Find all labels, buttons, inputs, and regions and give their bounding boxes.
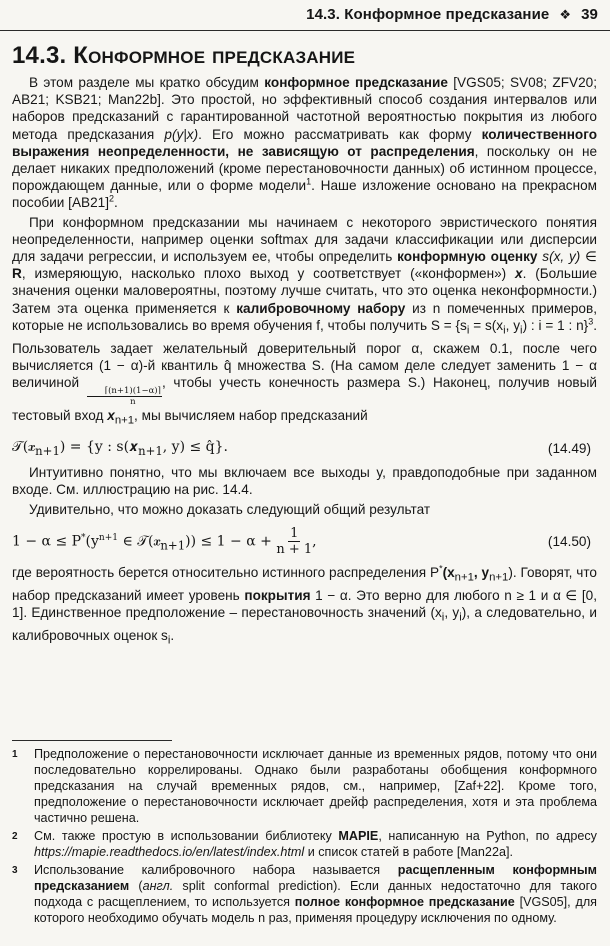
fraction-denominator: n + 1 bbox=[276, 542, 313, 558]
term-full-conformal: полное конформное предсказание bbox=[294, 895, 515, 909]
footnote-text: Предположение о перестановочности исключает данные из временных рядов, потому что они последовательно коррелированы. Однако были разработаны обобщения конформного предсказания на случай временных рядов, см., например, [Zaf+22]. Кроме того, предположение о перестановочности исключает дрейф распределения, хотя и эта проблема частично решена. bbox=[34, 747, 597, 825]
math-reals: R bbox=[12, 266, 22, 282]
eq-part: 𝒯(𝒙 bbox=[12, 438, 36, 455]
math-sub: i bbox=[520, 324, 523, 337]
math-sub: i bbox=[503, 324, 506, 337]
footnote-3 bbox=[12, 862, 597, 926]
eq-sub: n+1 bbox=[35, 443, 60, 458]
running-head bbox=[306, 6, 598, 23]
fraction-denominator: n bbox=[130, 397, 136, 408]
text-run: . Наше изложение основано на прекрасном пособии [AB21] bbox=[12, 178, 597, 211]
text-run: 1 − α. Это верно для любого n ≥ 1 и α ∈ [0, 1]. Единственное предположение – перестановочность значений (x bbox=[12, 587, 598, 620]
text-run: В этом разделе мы кратко обсудим bbox=[29, 75, 265, 90]
footnote-text bbox=[34, 862, 597, 926]
math-inline: x bbox=[107, 408, 115, 424]
text-run: . Его можно рассматривать как форму bbox=[198, 126, 482, 142]
equation-body bbox=[12, 439, 228, 460]
footnote-ref[interactable]: 3 bbox=[588, 316, 594, 327]
quantile-fraction bbox=[87, 386, 162, 407]
eq-sup: * bbox=[81, 533, 86, 544]
equation-14-50 bbox=[12, 520, 597, 564]
equation-14-49 bbox=[12, 434, 597, 464]
text-run: ) : i = 1 : n} bbox=[522, 317, 589, 333]
eq-part: ∈ 𝒯(𝒙 bbox=[118, 533, 161, 550]
term-split-conformal: расщепленным конформным предсказанием bbox=[34, 863, 597, 893]
text-run: = s(x bbox=[469, 317, 504, 333]
fraction-numerator: ⌈(n+1)(1−α)⌉ bbox=[87, 386, 162, 397]
math-inline: s(x, y) ∈ bbox=[537, 249, 597, 265]
math-sub: i bbox=[466, 324, 470, 337]
eq-part: )) ≤ 1 − α + bbox=[185, 533, 277, 550]
eq-part: ) = {y : s(𝒙 bbox=[59, 438, 139, 455]
paragraph-2 bbox=[12, 214, 597, 430]
text-run: split conformal prediction). Если данных недостаточно для такого подхода с расщеплением, то используется bbox=[34, 879, 597, 909]
term-conformal-score: конформную оценку bbox=[397, 249, 538, 265]
text-run: , мы вычисляем набор предсказаний bbox=[134, 408, 368, 424]
text-run: При конформном предсказании мы начинаем с некоторого эвристического понятия неопределенности, например оценки softmax для задачи классификации или дисперсии для задачи регрессии, и используем ее, чтобы определить bbox=[12, 214, 597, 265]
text-run: (x bbox=[442, 564, 455, 580]
equation-number: (14.49) bbox=[547, 441, 591, 457]
text-run: , чтобы учесть конечность размера S.) Наконец, получив новый тестовый вход bbox=[12, 375, 597, 424]
footnote-ref[interactable]: 1 bbox=[306, 176, 312, 187]
paragraph-5 bbox=[12, 564, 597, 650]
math-sub: i bbox=[459, 611, 462, 624]
footnote-rule bbox=[12, 740, 172, 741]
text-run: англ. bbox=[142, 879, 174, 893]
footnote-ref[interactable]: 2 bbox=[109, 193, 115, 204]
text-run: . bbox=[170, 627, 175, 643]
term-coverage: покрытия bbox=[244, 587, 311, 603]
footnote-1 bbox=[12, 746, 597, 826]
text-run: ), а следовательно, и калибровочных оценок s bbox=[12, 604, 597, 643]
text-run: , y bbox=[473, 564, 490, 580]
text-run: [VGS05], для которого необходимо обучать модель n раз, применяя процедуру исключения по одному. bbox=[34, 895, 597, 925]
text-run: ( bbox=[129, 879, 143, 893]
text-run: [VGS05; SV08; ZFV20; AB21; KSB21; Man22b]. Это простой, но эффективный способ создания интервалов или наборов предсказаний с гарантированной частотной вероятностью покрытия из любого метода предсказания bbox=[12, 75, 597, 142]
math-sub: n+1 bbox=[114, 414, 135, 427]
text-run: из n помеченных примеров, которые не использовались во время обучения f, чтобы получить S = {s bbox=[12, 300, 597, 333]
term-uncertainty-quantification: количественного выражения неопределенности, не зависящую от распределения bbox=[12, 126, 597, 159]
eq-sub: n+1 bbox=[138, 443, 163, 458]
text-run: . Пользователь задает желательный доверительный порог α, скажем 0.1, после чего вычисляется (1 − α)-й квантиль q̂ множества S. (На самом деле следует заменить 1 − α величиной bbox=[12, 317, 597, 391]
section-title-text: Конформное предсказание bbox=[73, 42, 356, 69]
math-sub: n+1 bbox=[489, 571, 509, 584]
paragraph-3: Интуитивно понятно, что мы включаем все выходы y, правдоподобные при заданном входе. См. иллюстрацию на рис. 14.4. bbox=[12, 465, 597, 498]
text-run: где вероятность берется относительно истинного распределения P bbox=[12, 564, 440, 580]
section-title bbox=[12, 42, 355, 70]
text-run: . (Большие значения оценки маловероятны, поэтому лучше считать, что это оценка неконформности.) Затем эта оценка применяется к bbox=[12, 266, 598, 316]
math-inline: x bbox=[515, 266, 523, 282]
equation-number: (14.50) bbox=[547, 534, 591, 550]
text-run: , измеряющую, насколько плохо выход y соответствует («конформен») bbox=[21, 266, 516, 282]
paragraph-4: Удивительно, что можно доказать следующий общий результат bbox=[29, 501, 431, 517]
text-run: , y bbox=[505, 317, 521, 333]
eq-part: (y bbox=[85, 533, 99, 550]
math-inline: p(y|x) bbox=[164, 126, 199, 142]
term-conformal-prediction: конформное предсказание bbox=[264, 75, 448, 90]
fraction-numerator: 1 bbox=[290, 526, 299, 542]
text-run: Использование калибровочного набора называется bbox=[34, 863, 398, 877]
eq-part: 1 − α ≤ P bbox=[12, 533, 82, 550]
header-rule bbox=[0, 30, 610, 31]
footnotes bbox=[12, 746, 597, 926]
eq-sup: n+1 bbox=[98, 533, 118, 544]
eq-part: , y) ≤ q̂}. bbox=[162, 438, 228, 455]
footnote-mark: 1 bbox=[12, 749, 18, 760]
section-number: 14.3. bbox=[12, 42, 74, 69]
footnote-2 bbox=[12, 828, 597, 860]
footnote-text bbox=[34, 828, 597, 860]
math-sub: i bbox=[167, 634, 171, 647]
text-run: , написанную на Python, по адресу bbox=[378, 829, 597, 843]
text-run: и список статей в работе [Man22a]. bbox=[304, 845, 513, 859]
running-head-section: 14.3. Конформное предсказание bbox=[306, 6, 550, 23]
footnote-mark: 2 bbox=[12, 831, 18, 842]
math-sub: n+1 bbox=[454, 571, 474, 584]
eq-sub: n+1 bbox=[160, 538, 186, 553]
equation-body bbox=[12, 526, 317, 557]
text-run: , поскольку он не делает никаких предположений (кроме перестановочности данных) об истинном процессе, порождающем данные, или о форме модели bbox=[12, 143, 598, 194]
eq-fraction bbox=[276, 526, 312, 557]
main-text bbox=[12, 74, 597, 650]
ornament-icon: ❖ bbox=[559, 7, 572, 22]
term-calibration-set: калибровочному набору bbox=[236, 300, 406, 316]
page-number: 39 bbox=[581, 6, 598, 23]
eq-part: , bbox=[312, 533, 317, 550]
library-name: MAPIE bbox=[338, 829, 379, 843]
library-url-link[interactable]: https://mapie.readthedocs.io/en/latest/index.html bbox=[34, 845, 305, 859]
text-run: , y bbox=[444, 604, 460, 620]
footnote-mark: 3 bbox=[12, 865, 18, 876]
math-sub: i bbox=[441, 611, 445, 624]
text-run: ). Говорят, что набор предсказаний имеет уровень bbox=[12, 564, 597, 603]
paragraph-1 bbox=[12, 74, 597, 212]
text-run: См. также простую в использовании библиотеку bbox=[34, 829, 339, 843]
math-sup: * bbox=[439, 563, 443, 574]
text-run: . bbox=[114, 195, 118, 211]
